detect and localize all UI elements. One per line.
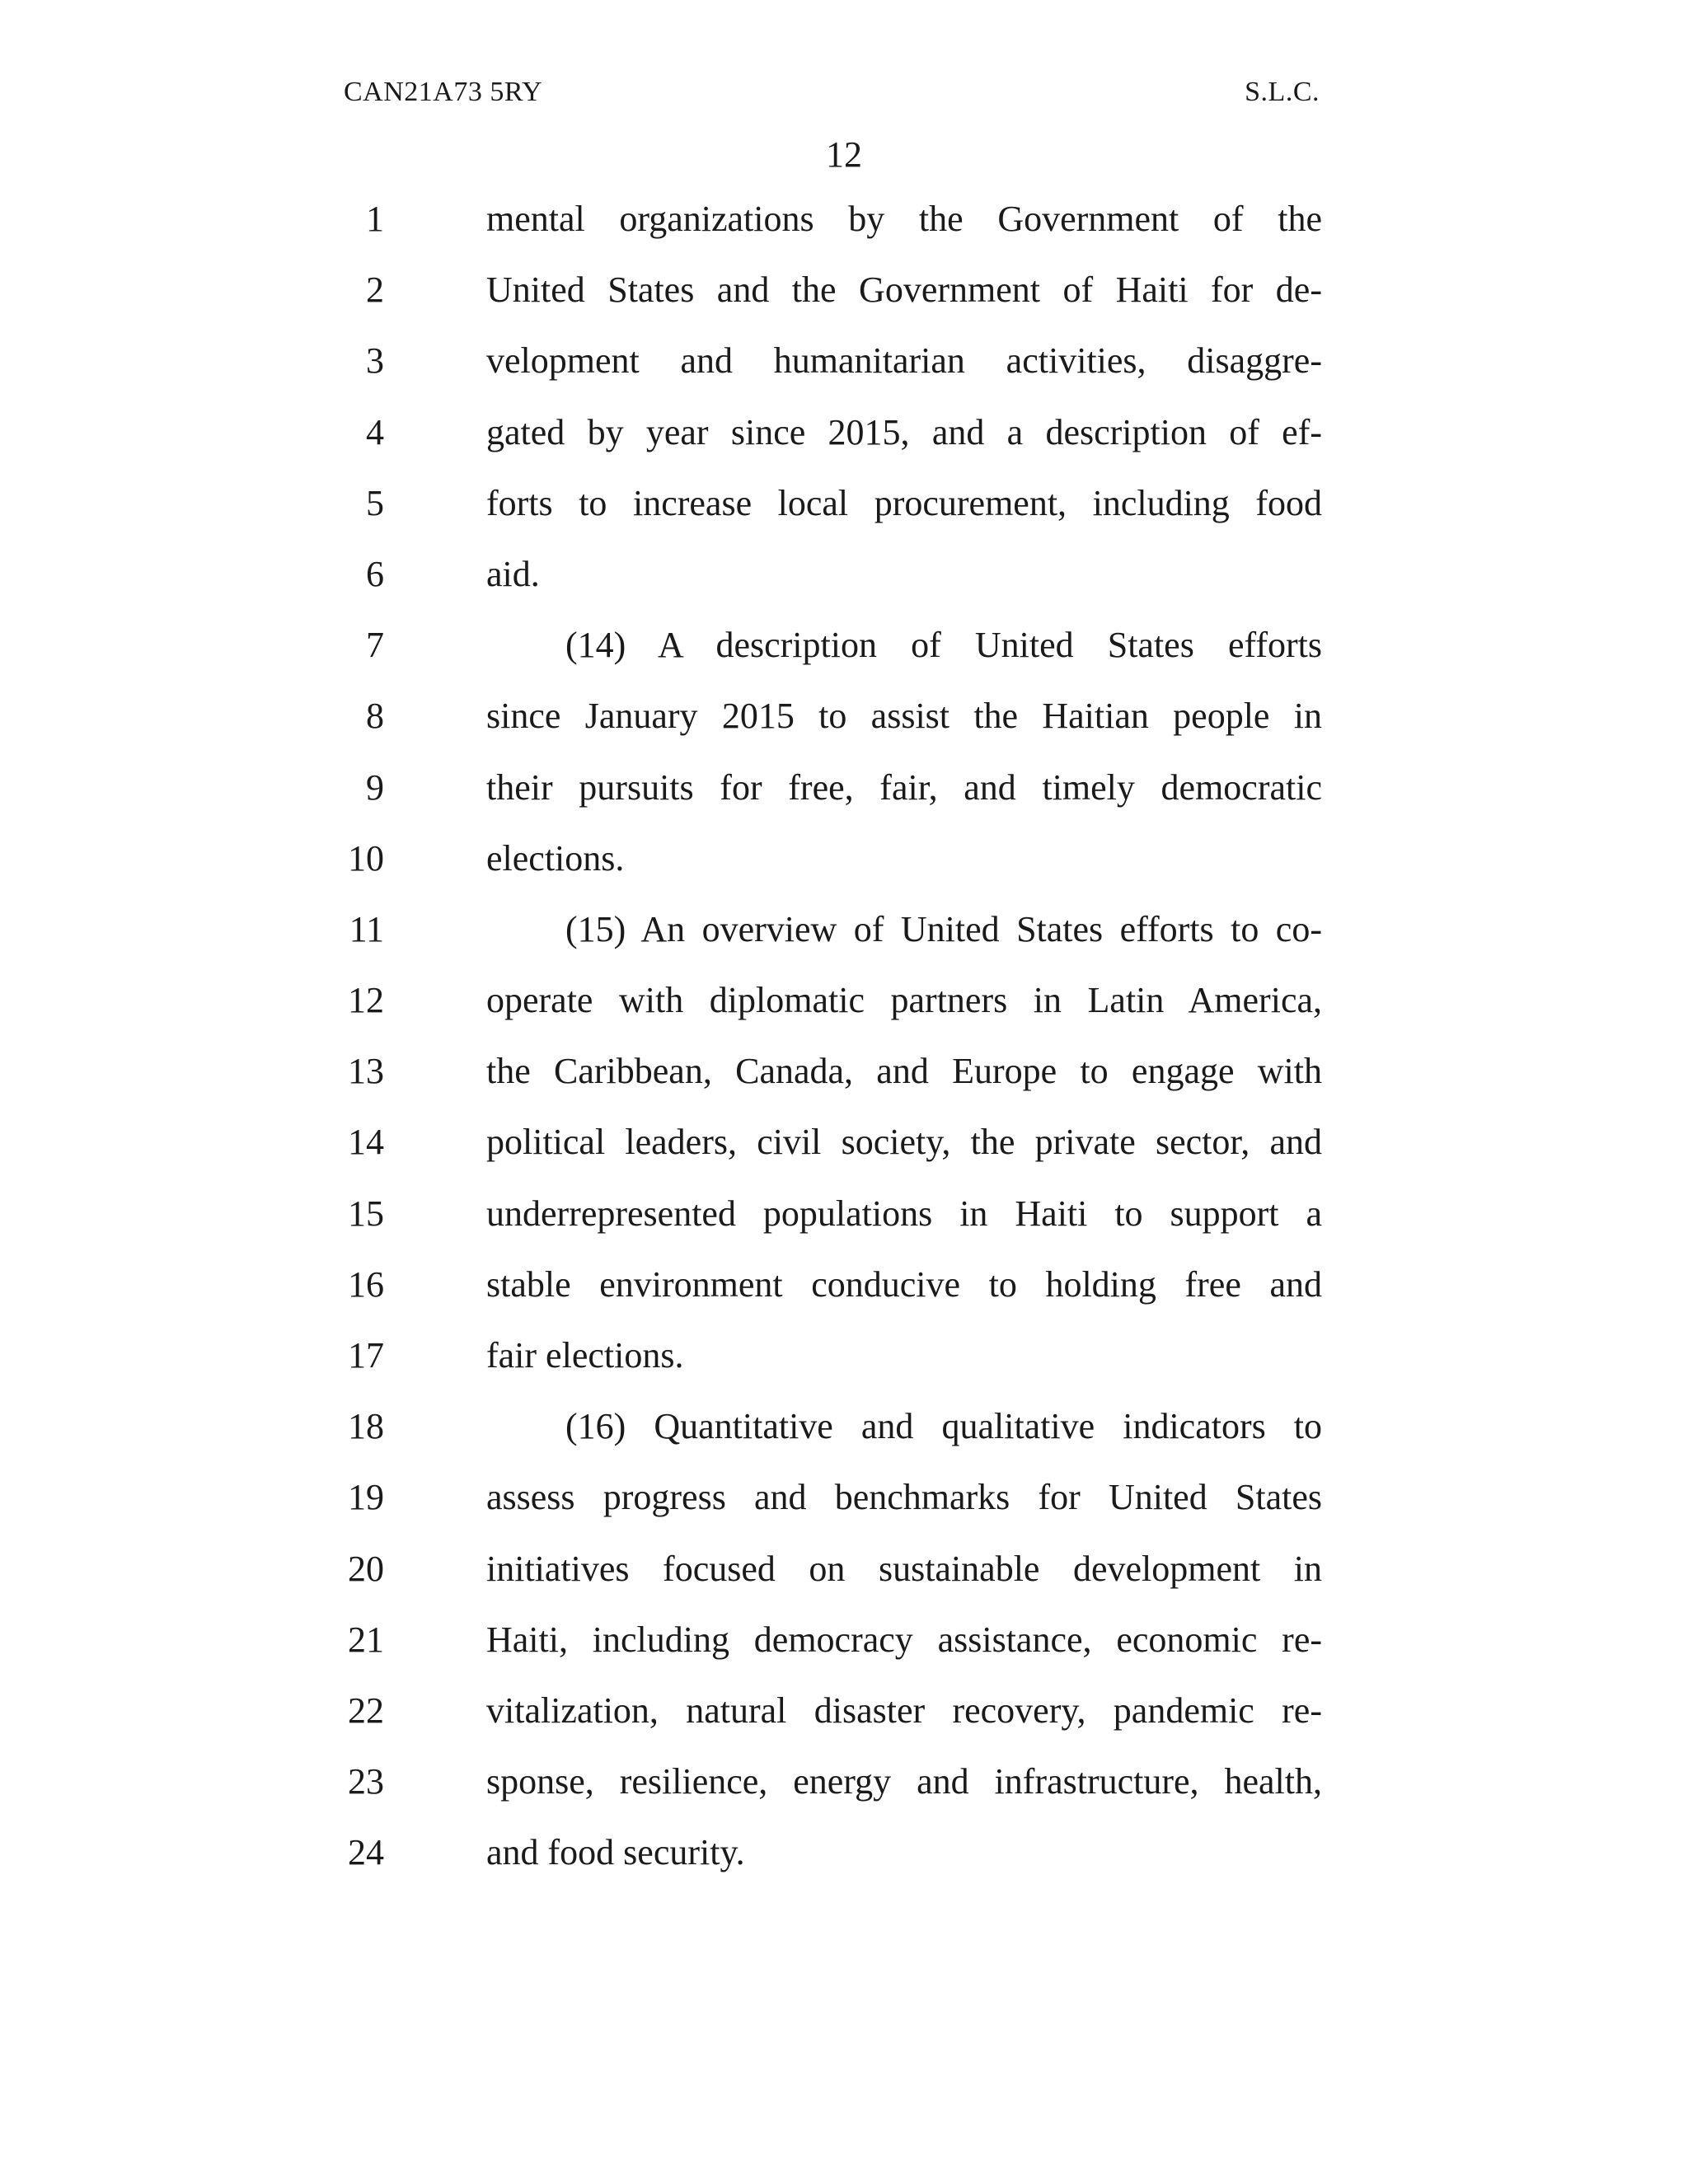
office-code: S.L.C.: [1245, 77, 1320, 107]
line-number: 10: [348, 837, 384, 879]
line-number: 22: [348, 1690, 384, 1731]
line-number: 13: [348, 1051, 384, 1092]
line-number: 7: [366, 625, 384, 666]
text-line: [0, 550, 1688, 621]
line-number: 21: [348, 1619, 384, 1660]
bill-text: [0, 194, 1688, 1900]
line-number: 24: [348, 1832, 384, 1873]
text-line: [0, 1828, 1688, 1899]
text-line: [0, 1260, 1688, 1331]
text-line: [0, 763, 1688, 834]
line-text: sponse, resilience, energy and infrastructure, health,: [486, 1761, 1322, 1802]
line-text: operate with diplomatic partners in Latin America,: [486, 980, 1322, 1021]
text-line: [0, 1331, 1688, 1402]
line-text: fair elections.: [486, 1335, 684, 1376]
text-line: [0, 265, 1688, 336]
text-line: [0, 336, 1688, 407]
line-text: initiatives focused on sustainable development in: [486, 1548, 1322, 1589]
line-number: 14: [348, 1122, 384, 1163]
text-line: [0, 905, 1688, 976]
line-text: mental organizations by the Government of the: [486, 199, 1322, 239]
line-number: 9: [366, 766, 384, 808]
line-number: 18: [348, 1406, 384, 1447]
text-line: [0, 194, 1688, 265]
line-number: 2: [366, 269, 384, 311]
line-text: aid.: [486, 553, 540, 594]
line-number: 6: [366, 553, 384, 594]
text-line: [0, 1189, 1688, 1260]
text-line: [0, 1473, 1688, 1544]
line-number: 19: [348, 1477, 384, 1518]
line-number: 15: [348, 1193, 384, 1234]
line-text: assess progress and benchmarks for United States: [486, 1477, 1322, 1518]
line-text: and food security.: [486, 1832, 745, 1873]
text-line: [0, 1402, 1688, 1473]
line-text: velopment and humanitarian activities, disaggre-: [486, 340, 1322, 382]
line-text: the Caribbean, Canada, and Europe to engage with: [486, 1051, 1322, 1092]
text-line: [0, 834, 1688, 905]
page-number: 12: [826, 134, 862, 175]
line-number: 8: [366, 696, 384, 737]
text-line: [0, 1544, 1688, 1615]
line-number: 23: [348, 1761, 384, 1802]
line-text: Haiti, including democracy assistance, economic re-: [486, 1619, 1322, 1660]
text-line: [0, 1047, 1688, 1118]
text-line: [0, 1615, 1688, 1686]
line-number: 4: [366, 411, 384, 452]
line-text: their pursuits for free, fair, and timely democratic: [486, 766, 1322, 808]
line-text: since January 2015 to assist the Haitian people in: [486, 696, 1322, 737]
text-line: [0, 621, 1688, 691]
line-text: forts to increase local procurement, including food: [486, 482, 1322, 523]
text-line: [0, 1686, 1688, 1757]
line-text: vitalization, natural disaster recovery, pandemic re-: [486, 1690, 1322, 1731]
paragraph-14-start: (14) A description of United States efforts: [565, 625, 1322, 666]
text-line: [0, 479, 1688, 550]
line-number: 20: [348, 1548, 384, 1589]
text-line: [0, 976, 1688, 1047]
text-line: [0, 691, 1688, 762]
text-line: [0, 408, 1688, 479]
document-id: CAN21A73 5RY: [344, 77, 543, 107]
line-text: United States and the Government of Haiti for de-: [486, 269, 1322, 311]
line-number: 17: [348, 1335, 384, 1376]
paragraph-15-start: (15) An overview of United States efforts to co-: [565, 908, 1322, 949]
paragraph-16-start: (16) Quantitative and qualitative indicators to: [565, 1406, 1322, 1447]
text-line: [0, 1757, 1688, 1828]
line-number: 5: [366, 482, 384, 523]
line-number: 1: [366, 199, 384, 239]
line-text: stable environment conducive to holding free and: [486, 1263, 1322, 1305]
line-text: elections.: [486, 837, 625, 879]
line-number: 3: [366, 340, 384, 382]
line-text: gated by year since 2015, and a description of ef-: [486, 411, 1322, 452]
line-text: political leaders, civil society, the private sector, and: [486, 1122, 1322, 1163]
line-number: 16: [348, 1263, 384, 1305]
line-text: underrepresented populations in Haiti to support a: [486, 1193, 1322, 1234]
line-number: 11: [349, 908, 384, 949]
line-number: 12: [348, 980, 384, 1021]
text-line: [0, 1118, 1688, 1188]
